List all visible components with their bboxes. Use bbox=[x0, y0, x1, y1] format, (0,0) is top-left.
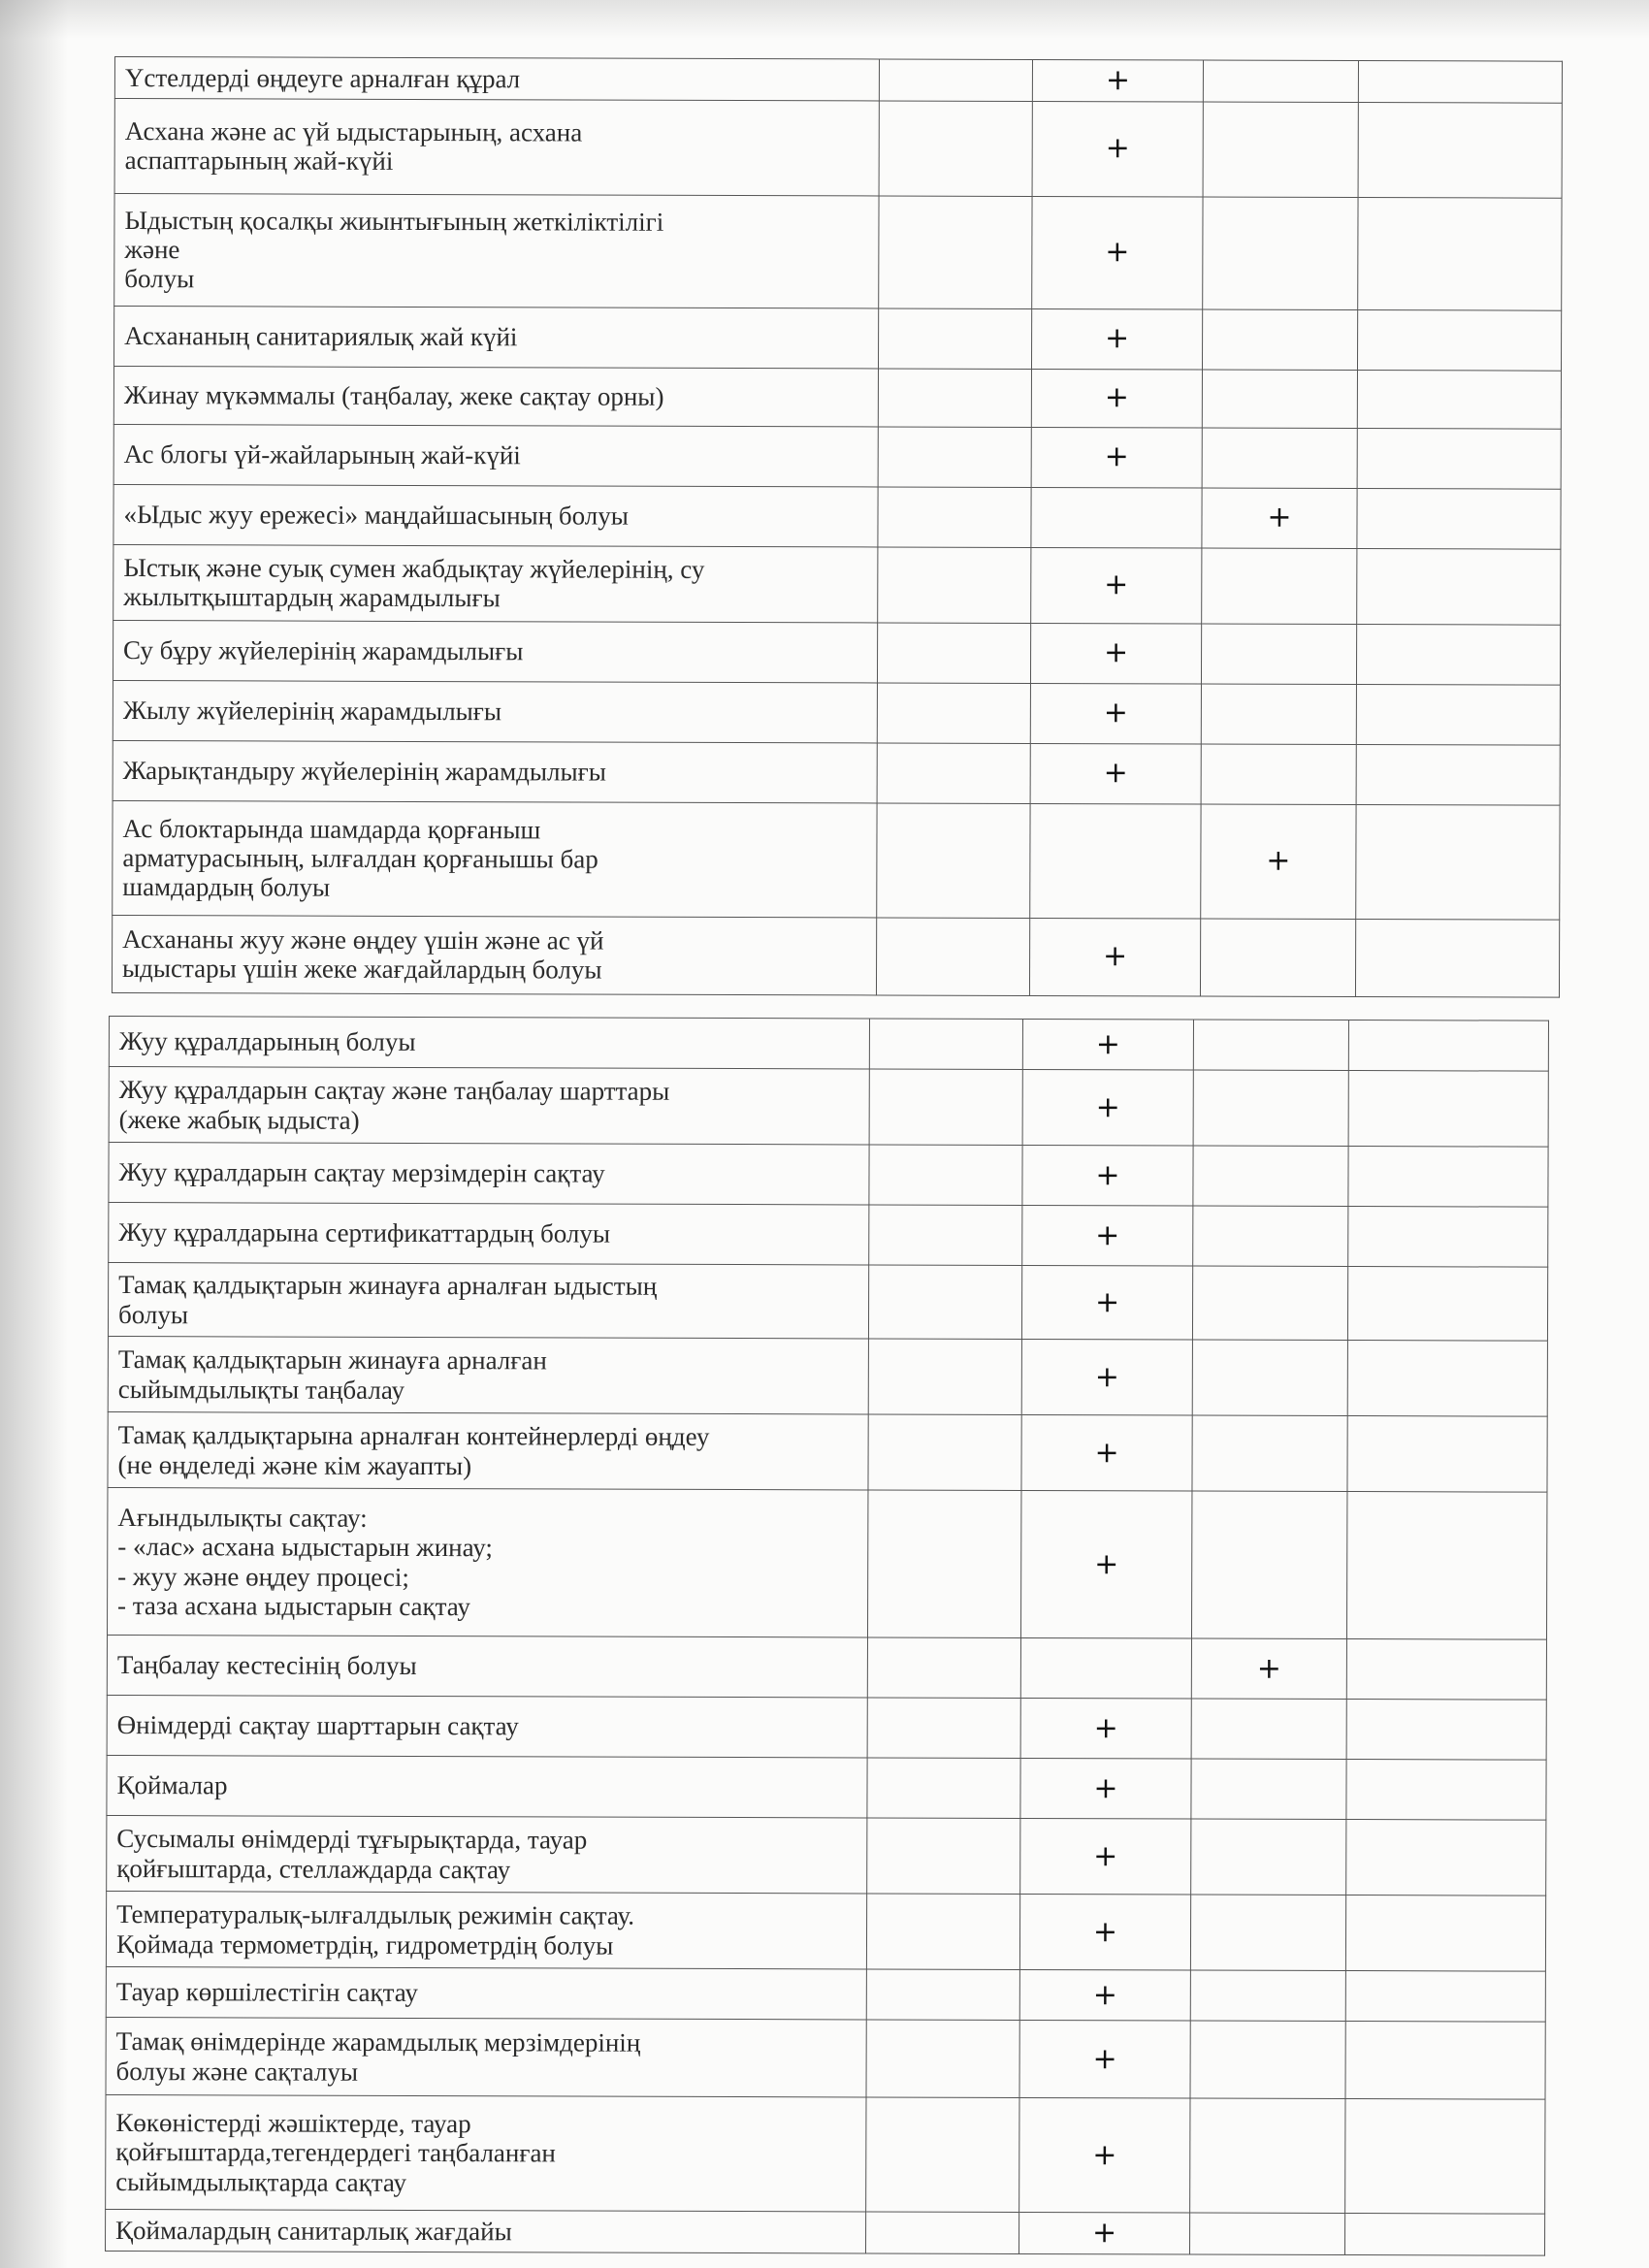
criterion-text-line: және bbox=[124, 235, 180, 265]
criterion-text-line: сыйымдылықтарда сақтау bbox=[115, 2166, 407, 2197]
criterion-text-line: - «лас» асхана ыдыстарын жинау; bbox=[117, 1532, 493, 1563]
table-row bbox=[114, 193, 1562, 310]
mark-cell: + bbox=[1030, 623, 1201, 684]
mark-cell bbox=[866, 1969, 1019, 2020]
scan-shadow bbox=[0, 0, 68, 2268]
criterion-text-line: болуы bbox=[124, 264, 195, 294]
mark-cell: + bbox=[1032, 101, 1203, 197]
mark-cell bbox=[1191, 1491, 1346, 1639]
mark-cell: + bbox=[1031, 427, 1202, 488]
criterion-text-line: (не өңделеді және кім жауапты) bbox=[117, 1449, 472, 1480]
mark-cell: + bbox=[1031, 369, 1202, 428]
criterion-label bbox=[108, 1411, 868, 1489]
criterion-text-line: қойғыштарда,тегендердегі таңбаланған bbox=[115, 2137, 556, 2168]
table-row bbox=[113, 484, 1561, 549]
criterion-text-line: - жуу және өңдеу процесі; bbox=[117, 1561, 409, 1592]
criterion-text-line: Су бұру жүйелерінің жарамдылығы bbox=[123, 635, 524, 666]
table-row bbox=[109, 1143, 1548, 1208]
mark-cell bbox=[1193, 1070, 1348, 1147]
mark-cell bbox=[1020, 1637, 1191, 1699]
mark-cell bbox=[1348, 1147, 1548, 1208]
criterion-text-line: Ас блоктарында шамдарда қорғаныш bbox=[122, 813, 541, 845]
mark-cell bbox=[1192, 1340, 1347, 1416]
mark-cell: + bbox=[1030, 743, 1201, 804]
criterion-text-line: арматурасының, ылғалдан қорғанышы бар bbox=[122, 842, 598, 874]
criterion-label bbox=[109, 1067, 869, 1145]
mark-cell bbox=[1356, 684, 1560, 745]
mark-cell bbox=[1191, 1819, 1346, 1895]
mark-cell bbox=[1193, 1206, 1348, 1267]
mark-cell bbox=[879, 59, 1032, 101]
mark-cell bbox=[878, 308, 1031, 369]
table-row bbox=[107, 1635, 1546, 1700]
mark-cell: + bbox=[1021, 1339, 1192, 1415]
mark-cell bbox=[1357, 488, 1561, 549]
mark-cell bbox=[1344, 2214, 1544, 2255]
table-row bbox=[108, 1411, 1547, 1492]
criterion-text-line: Асхананың санитариялық жай күйі bbox=[124, 321, 518, 352]
criterion-label bbox=[109, 1017, 869, 1069]
mark-cell bbox=[877, 743, 1030, 803]
mark-cell: + bbox=[1031, 308, 1202, 370]
mark-cell bbox=[1192, 1415, 1347, 1492]
mark-cell bbox=[1189, 2213, 1344, 2254]
mark-cell: + bbox=[1020, 1758, 1191, 1819]
criterion-text-line: Таңбалау кестесінің болуы bbox=[116, 1650, 417, 1681]
mark-cell bbox=[1357, 370, 1561, 429]
mark-cell bbox=[1345, 2022, 1545, 2100]
mark-cell bbox=[1356, 744, 1560, 805]
criterion-label bbox=[106, 2017, 866, 2096]
mark-cell bbox=[1202, 309, 1357, 371]
criterion-text-line: Тамақ өнімдерінде жарамдылық мерзімдерінің bbox=[115, 2026, 641, 2057]
criterion-label bbox=[113, 544, 878, 622]
mark-cell bbox=[877, 623, 1030, 683]
mark-cell bbox=[1191, 1699, 1346, 1760]
mark-cell bbox=[1345, 1895, 1545, 1972]
mark-cell bbox=[1203, 102, 1358, 198]
mark-cell bbox=[866, 2097, 1019, 2212]
table-row bbox=[107, 1815, 1546, 1895]
criterion-label bbox=[109, 1203, 869, 1265]
mark-cell bbox=[1201, 684, 1356, 745]
mark-cell bbox=[1348, 1021, 1548, 1072]
mark-cell bbox=[1201, 624, 1356, 685]
mark-cell bbox=[877, 803, 1030, 918]
criterion-text-line: Температуралық-ылғалдылық режимін сақтау. bbox=[116, 1899, 635, 1930]
criterion-text-line: Өнімдерді сақтау шарттарын сақтау bbox=[116, 1710, 519, 1741]
mark-cell bbox=[866, 2020, 1019, 2097]
criterion-text-line: болуы және сақталуы bbox=[115, 2056, 359, 2087]
mark-cell bbox=[1346, 1639, 1546, 1701]
mark-cell bbox=[867, 1490, 1020, 1637]
mark-cell bbox=[876, 918, 1029, 995]
criterion-label bbox=[113, 366, 878, 426]
table-row bbox=[113, 306, 1561, 371]
criterion-label bbox=[106, 2094, 866, 2211]
criterion-text-line: Асхананы жуу және өңдеу үшін және ас үй bbox=[122, 923, 604, 956]
mark-cell: + bbox=[1022, 1145, 1193, 1206]
criterion-label bbox=[109, 1143, 869, 1205]
criterion-text-line: Үстелдерді өңдеуге арналған құрал bbox=[124, 62, 521, 93]
mark-cell bbox=[867, 1698, 1020, 1758]
criterion-text-line: Тамақ қалдықтарын жинауға арналған ыдыстың bbox=[118, 1270, 658, 1302]
mark-cell: + bbox=[1191, 1638, 1346, 1700]
mark-cell bbox=[1358, 61, 1562, 103]
table-row bbox=[109, 1067, 1548, 1148]
criterion-label bbox=[108, 1337, 868, 1414]
mark-cell bbox=[1355, 919, 1559, 997]
mark-cell bbox=[1202, 428, 1357, 489]
mark-cell bbox=[1347, 1267, 1547, 1342]
checklist-table-bottom-body bbox=[106, 1017, 1549, 2255]
table-row bbox=[114, 98, 1562, 198]
table-row bbox=[106, 1891, 1545, 1971]
mark-cell bbox=[1190, 1895, 1345, 1971]
mark-cell bbox=[867, 1818, 1020, 1894]
criterion-text-line: Жинау мүкәммалы (таңбалау, жеке сақтау орны) bbox=[123, 380, 664, 411]
criterion-text-line: қойғыштарда, стеллаждарда сақтау bbox=[116, 1853, 511, 1884]
criterion-label bbox=[106, 1966, 866, 2019]
criterion-text-line: сыйымдылықты таңбалау bbox=[117, 1374, 405, 1405]
mark-cell: + bbox=[1022, 1019, 1193, 1070]
mark-cell bbox=[879, 196, 1032, 308]
table-row bbox=[113, 680, 1560, 745]
mark-cell bbox=[1348, 1207, 1548, 1268]
criterion-label bbox=[113, 424, 878, 486]
mark-cell bbox=[1030, 803, 1201, 919]
mark-cell bbox=[1190, 2021, 1345, 2099]
mark-cell bbox=[867, 1758, 1020, 1818]
mark-cell bbox=[869, 1019, 1022, 1069]
criterion-text-line: Жылу жүйелерінің жарамдылығы bbox=[122, 696, 502, 727]
table-row bbox=[108, 1263, 1547, 1342]
criterion-label bbox=[113, 306, 878, 368]
mark-cell: + bbox=[1021, 1414, 1192, 1491]
criterion-text-line: Тауар көршілестігін сақтау bbox=[115, 1977, 418, 2008]
mark-cell bbox=[1358, 197, 1562, 310]
mark-cell: + bbox=[1020, 1490, 1191, 1638]
table-row bbox=[106, 2209, 1545, 2254]
mark-cell bbox=[878, 369, 1031, 427]
table-row bbox=[106, 1966, 1545, 2022]
mark-cell bbox=[1190, 1970, 1345, 2022]
criterion-text-line: Ыдыстың қосалқы жиынтығының жеткіліктілігі bbox=[124, 205, 664, 237]
mark-cell bbox=[1346, 1700, 1546, 1761]
criterion-label bbox=[107, 1695, 867, 1757]
table-row bbox=[107, 1755, 1546, 1820]
table-row bbox=[113, 740, 1560, 805]
mark-cell: + bbox=[1029, 918, 1200, 996]
mark-cell: + bbox=[1020, 1818, 1191, 1895]
mark-cell bbox=[1348, 1071, 1548, 1148]
mark-cell bbox=[1357, 428, 1561, 489]
mark-cell bbox=[1193, 1146, 1348, 1207]
mark-cell: + bbox=[1032, 196, 1203, 309]
table-row bbox=[113, 366, 1561, 429]
criterion-text-line: шамдардың болуы bbox=[122, 872, 331, 902]
mark-cell bbox=[1346, 1492, 1546, 1640]
mark-cell bbox=[878, 487, 1031, 547]
table-row bbox=[113, 544, 1561, 625]
mark-cell bbox=[1202, 548, 1357, 625]
mark-cell: + bbox=[1019, 1894, 1190, 1970]
mark-cell bbox=[1356, 624, 1560, 685]
table-row bbox=[106, 2017, 1545, 2099]
table-row bbox=[108, 1337, 1547, 1417]
mark-cell bbox=[1356, 804, 1560, 920]
criterion-label bbox=[113, 680, 877, 742]
criterion-text-line: ыдыстары үшін жеке жағдайлардың болуы bbox=[121, 954, 602, 985]
table-row bbox=[106, 2094, 1545, 2214]
criterion-text-line: Сусымалы өнімдерді тұғырықтарда, тауар bbox=[116, 1824, 588, 1855]
criterion-label bbox=[107, 1755, 867, 1817]
criterion-text-line: Тамақ қалдықтарын жинауға арналған bbox=[117, 1345, 547, 1376]
mark-cell: + bbox=[1020, 1698, 1191, 1759]
table-row bbox=[113, 800, 1560, 920]
mark-cell bbox=[878, 427, 1031, 487]
mark-cell bbox=[1347, 1341, 1547, 1417]
table-row bbox=[113, 620, 1560, 685]
criterion-text-line: - таза асхана ыдыстарын сақтау bbox=[117, 1590, 470, 1621]
mark-cell bbox=[1345, 1971, 1545, 2023]
criterion-text-line: Ағындылықты сақтау: bbox=[117, 1503, 368, 1533]
mark-cell bbox=[869, 1205, 1022, 1265]
criterion-label bbox=[107, 1635, 867, 1697]
mark-cell: + bbox=[1031, 547, 1202, 624]
criterion-label bbox=[114, 193, 879, 308]
criterion-label bbox=[106, 1891, 866, 1968]
criterion-text-line: Қоймалар bbox=[116, 1770, 228, 1800]
mark-cell bbox=[1193, 1020, 1348, 1071]
checklist-table-bottom bbox=[105, 1016, 1549, 2255]
mark-cell bbox=[1031, 487, 1202, 548]
mark-cell bbox=[867, 1637, 1020, 1698]
criterion-text-line: Жуу құралдарына сертификаттардың болуы bbox=[118, 1217, 611, 1249]
mark-cell bbox=[878, 547, 1031, 623]
mark-cell bbox=[1357, 548, 1561, 625]
mark-cell: + bbox=[1201, 804, 1356, 920]
mark-cell: + bbox=[1019, 1969, 1190, 2021]
table-row bbox=[107, 1695, 1546, 1760]
mark-cell bbox=[1201, 744, 1356, 805]
criterion-label bbox=[114, 57, 879, 101]
criterion-text-line: Ас блогы үй-жайларының жай-күйі bbox=[123, 439, 521, 470]
mark-cell bbox=[1358, 102, 1562, 198]
mark-cell: + bbox=[1030, 683, 1201, 744]
criterion-label bbox=[113, 620, 877, 682]
mark-cell bbox=[1346, 1760, 1546, 1821]
criterion-text-line: Ыстық және суық сумен жабдықтау жүйелерінің, су bbox=[123, 552, 705, 584]
mark-cell bbox=[868, 1265, 1021, 1339]
criterion-text-line: «Ыдыс жуу ережесі» маңдайшасының болуы bbox=[123, 500, 629, 531]
criterion-label bbox=[112, 915, 876, 994]
criterion-text-line: Жуу құралдарын сақтау мерзімдерін сақтау bbox=[118, 1157, 605, 1188]
mark-cell: + bbox=[1022, 1205, 1193, 1266]
mark-cell bbox=[868, 1339, 1021, 1414]
criterion-text-line: Жуу құралдарын сақтау және таңбалау шарттары bbox=[118, 1075, 670, 1107]
mark-cell: + bbox=[1022, 1069, 1193, 1146]
table-row bbox=[114, 57, 1562, 103]
criterion-text-line: Қоймалардың санитарлық жағдайы bbox=[115, 2215, 512, 2246]
criterion-text-line: Қоймада термометрдің, гидрометрдің болуы bbox=[115, 1928, 614, 1960]
mark-cell bbox=[869, 1069, 1022, 1145]
mark-cell bbox=[1200, 919, 1355, 997]
checklist-table-top bbox=[112, 56, 1563, 997]
criterion-text-line: жылытқыштардың жарамдылығы bbox=[123, 582, 501, 613]
criterion-text-line: (жеке жабық ыдыста) bbox=[118, 1104, 360, 1135]
table-row bbox=[109, 1203, 1548, 1268]
mark-cell bbox=[1192, 1266, 1347, 1341]
criterion-label bbox=[114, 98, 879, 195]
criterion-label bbox=[113, 800, 877, 917]
criterion-label bbox=[107, 1815, 867, 1893]
mark-cell: + bbox=[1032, 59, 1203, 101]
mark-cell bbox=[865, 2212, 1018, 2253]
criterion-label bbox=[113, 740, 877, 802]
mark-cell bbox=[1347, 1416, 1547, 1493]
checklist-table-top-body bbox=[112, 57, 1562, 997]
mark-cell bbox=[1191, 1759, 1346, 1820]
scan-shadow-top bbox=[0, 0, 1649, 39]
criterion-text-line: болуы bbox=[117, 1299, 189, 1329]
mark-cell: + bbox=[1019, 2020, 1190, 2098]
mark-cell: + bbox=[1021, 1265, 1192, 1340]
mark-cell bbox=[879, 101, 1032, 196]
criterion-text-line: Тамақ қалдықтарына арналған контейнерлерді өңдеу bbox=[117, 1420, 710, 1452]
mark-cell: + bbox=[1019, 2097, 1190, 2213]
table-row bbox=[107, 1487, 1546, 1639]
mark-cell bbox=[1202, 370, 1357, 429]
criterion-text-line: Асхана және ас үй ыдыстарының, асхана bbox=[124, 115, 583, 147]
mark-cell: + bbox=[1202, 488, 1357, 549]
mark-cell bbox=[869, 1145, 1022, 1205]
table-row bbox=[112, 915, 1559, 997]
table-row bbox=[113, 424, 1561, 489]
criterion-label bbox=[106, 2209, 866, 2252]
criterion-text-line: аспаптарының жай-күйі bbox=[124, 146, 394, 176]
criterion-label bbox=[107, 1487, 867, 1636]
mark-cell bbox=[1203, 60, 1358, 102]
criterion-text-line: Жуу құралдарының болуы bbox=[118, 1026, 416, 1057]
mark-cell: + bbox=[1018, 2212, 1189, 2253]
criterion-text-line: Көкөністерді жәшіктерде, тауар bbox=[115, 2108, 471, 2139]
mark-cell bbox=[1357, 309, 1561, 371]
criterion-label bbox=[108, 1263, 868, 1339]
mark-cell bbox=[866, 1894, 1019, 1969]
mark-cell bbox=[1203, 197, 1358, 310]
criterion-label bbox=[113, 484, 878, 546]
mark-cell bbox=[1345, 2099, 1545, 2215]
mark-cell bbox=[877, 683, 1030, 743]
mark-cell bbox=[868, 1414, 1021, 1490]
table-row bbox=[109, 1017, 1548, 1072]
criterion-text-line: Жарықтандыру жүйелерінің жарамдылығы bbox=[122, 755, 606, 787]
mark-cell bbox=[1346, 1820, 1546, 1896]
mark-cell bbox=[1190, 2098, 1345, 2214]
